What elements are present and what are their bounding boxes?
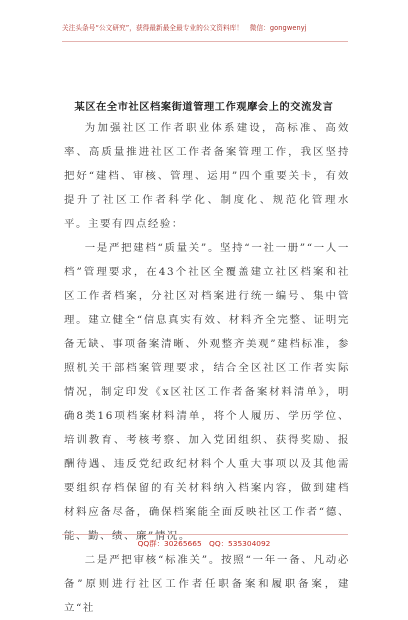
header-divider bbox=[62, 41, 348, 42]
document-title: 某区在全市社区档案街道管理工作观摩会上的交流发言 bbox=[74, 102, 334, 113]
header-promo-text: 关注头条号“公文研究”，获得最新最全最专业的公文资料库！ 微信：gongwenyj bbox=[62, 24, 307, 32]
footer-divider bbox=[62, 534, 348, 535]
paragraph-point-two: 二是严把审核“标准关”。按照“一年一备、凡动必备”原则进行社区工作者任职备案和履职备案，建立“社 bbox=[64, 554, 350, 614]
paragraph-intro: 为加强社区工作者职业体系建设，高标准、高效率、高质量推进社区工作者备案管理工作，我区坚持把好“建档、审核、管理、运用”四个重要关卡，有效提升了社区工作者科学化、制度化、规范化管理水平。主要有四点经验： bbox=[64, 122, 350, 230]
paragraph-point-one: 一是严把建档“质量关”。坚持“一社一册”“一人一档”管理要求，在43个社区全覆盖建立社区档案和社区工作者档案，分社区对档案进行统一编号、集中管理。建立健全“信息真实有效、材料齐全完整、证明完备无缺、事项备案清晰、外观整齐美观”建档标准，参照机关干部档案管理要求，结合全区社区工作者实际情况，制定印发《x区社区工作者备案材料清单》，明确8类16项档案材料清单，将个人履历、学历学位、培训教育、考核考察、加入党团组织、获得奖励、报酬待遇、违反党纪政纪材料个人重大事项以及其他需要组织存档保留的有关材料纳入档案内容，做到建档材料应备尽备，确保档案能全面反映社区工作者“德、能、勤、绩、廉”情况。 bbox=[64, 242, 350, 542]
footer-contact-text: QQ群：30265665 QQ：535304092 bbox=[137, 539, 271, 548]
